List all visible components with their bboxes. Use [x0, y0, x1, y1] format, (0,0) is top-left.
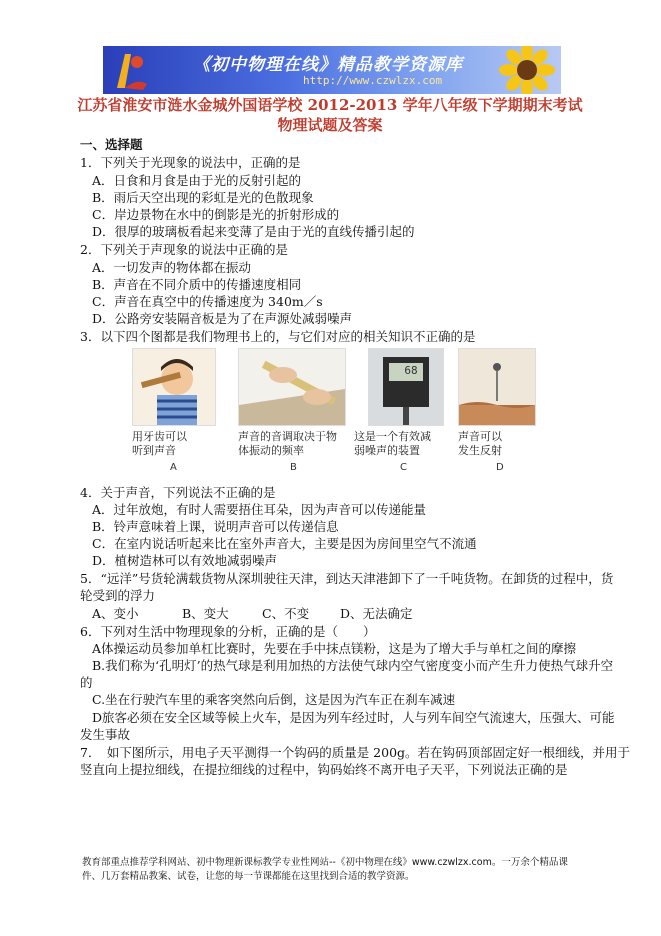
q5-option-a: A、变小	[92, 606, 139, 621]
q2-option-b: B．声音在不同介质中的传播速度相同	[92, 277, 302, 292]
figure-b-caption	[238, 430, 337, 458]
figure-a-label: A	[170, 462, 177, 473]
logo-icon	[107, 48, 151, 92]
boy-biting-stick-icon	[133, 349, 215, 425]
q6-option-b-line2: 的	[80, 675, 93, 690]
figure-d-caption-line2: 发生反射	[458, 444, 502, 457]
q5-stem-line2: 轮受到的浮力	[80, 588, 156, 603]
noise-meter-display: 68	[404, 364, 418, 377]
banner-title: 《初中物理在线》精品教学资源库	[193, 55, 463, 75]
figure-c-caption-line1: 这是一个有效减	[354, 430, 431, 443]
figure-a-caption	[132, 430, 187, 458]
figure-d-image	[458, 348, 536, 426]
q1-option-d: D．很厚的玻璃板看起来变薄了是由于光的直线传播引起的	[92, 224, 415, 239]
q7-stem-line1: 7． 如下图所示，用电子天平测得一个钩码的质量是 200g。若在钩码顶部固定好一根细线，并用于	[80, 745, 631, 760]
q1-stem: 1．下列关于光现象的说法中，正确的是	[80, 155, 301, 170]
q2-option-a: A．一切发声的物体都在振动	[92, 260, 252, 275]
figure-d-label: D	[496, 462, 504, 473]
noise-meter-icon	[369, 349, 443, 425]
q6-option-b-line1: B.我们称为‘孔明灯’的热气球是利用加热的方法使气球内空气密度变小而产生升力使热气球升空	[92, 658, 614, 673]
q4-stem: 4．关于声音，下列说法不正确的是	[80, 485, 276, 500]
figure-c-caption-line2: 弱噪声的装置	[354, 444, 420, 457]
q1-option-a: A．日食和月食是由于光的反射引起的	[92, 173, 302, 188]
q2-option-c: C．声音在真空中的传播速度为 340m／s	[92, 294, 323, 309]
q4-option-c: C．在室内说话听起来比在室外声音大，主要是因为房间里空气不流通	[92, 536, 477, 551]
ruler-on-table-icon	[239, 349, 345, 425]
document-title-line2: 物理试题及答案	[277, 116, 383, 134]
q1-option-b: B．雨后天空出现的彩虹是光的色散现象	[92, 190, 314, 205]
q3-stem: 3．以下四个图都是我们物理书上的，与它们对应的相关知识不正确的是	[80, 329, 476, 344]
q5-option-b: B、变大	[182, 606, 229, 621]
document-title-line1: 江苏省淮安市涟水金城外国语学校 2012-2013 学年八年级下学期期末考试	[77, 96, 583, 114]
banner-url[interactable]: http://www.czwlzx.com	[303, 74, 443, 87]
figure-c-label: C	[400, 462, 407, 473]
figure-a-image	[132, 348, 216, 426]
figure-c-image	[368, 348, 444, 426]
footer-line2: 件、几万套精品教案、试卷，让您的每一节课都能在这里找到合适的教学资源。	[82, 871, 415, 882]
q4-option-a: A．过年放炮，有时人需要捂住耳朵，因为声音可以传递能量	[92, 502, 427, 517]
q5-stem-line1: 5．“远洋”号货轮满载货物从深圳驶往天津，到达天津港卸下了一千吨货物。在卸货的过程中，货	[80, 571, 614, 586]
header-banner	[103, 46, 561, 94]
figure-b-label: B	[290, 462, 297, 473]
figure-b-image	[238, 348, 346, 426]
q5-option-d: D、无法确定	[340, 606, 413, 621]
q6-option-d-line2: 发生事故	[80, 727, 131, 742]
echo-sound-icon	[459, 349, 535, 425]
q6-stem: 6．下列对生活中物理现象的分析，正确的是（ ）	[80, 624, 376, 639]
section-heading: 一、选择题	[80, 137, 143, 152]
figure-d-caption	[458, 430, 502, 458]
q6-option-c: C.坐在行驶汽车里的乘客突然向后倒，这是因为汽车正在刹车减速	[92, 692, 456, 707]
figure-b-caption-line1: 声音的音调取决于物	[238, 430, 337, 443]
q4-option-b: B．铃声意味着上课，说明声音可以传递信息	[92, 519, 339, 534]
document-title	[70, 95, 590, 135]
figure-a-caption-line2: 听到声音	[132, 444, 176, 457]
q6-option-d-line1: D旅客必须在安全区域等候上火车，是因为列车经过时，人与列车间空气流速大，压强大、可能	[92, 710, 615, 725]
q2-option-d: D．公路旁安装隔音板是为了在声源处减弱噪声	[92, 311, 353, 326]
q2-stem: 2．下列关于声现象的说法中正确的是	[80, 242, 288, 257]
figure-c-caption	[354, 430, 431, 458]
figure-d-caption-line1: 声音可以	[458, 430, 502, 443]
figure-b-caption-line2: 体振动的频率	[238, 444, 304, 457]
figure-a-caption-line1: 用牙齿可以	[132, 430, 187, 443]
q4-option-d: D．植树造林可以有效地减弱噪声	[92, 553, 278, 568]
q3-figure-panel	[124, 348, 560, 476]
q1-option-c: C．岸边景物在水中的倒影是光的折射形成的	[92, 207, 340, 222]
footer-line1: 教育部重点推荐学科网站、初中物理新课标教学专业性网站--《初中物理在线》www.czwlzx.com。一万余个精品课	[82, 857, 568, 868]
q5-option-c: C、不变	[262, 606, 310, 621]
sunflower-icon	[499, 46, 555, 94]
q6-option-a: A体操运动员参加单杠比赛时，先要在手中抹点镁粉，这是为了增大手与单杠之间的摩擦	[92, 641, 577, 656]
q7-stem-line2: 竖直向上提拉细线，在提拉细线的过程中，钩码始终不离开电子天平，下列说法正确的是	[80, 762, 568, 777]
